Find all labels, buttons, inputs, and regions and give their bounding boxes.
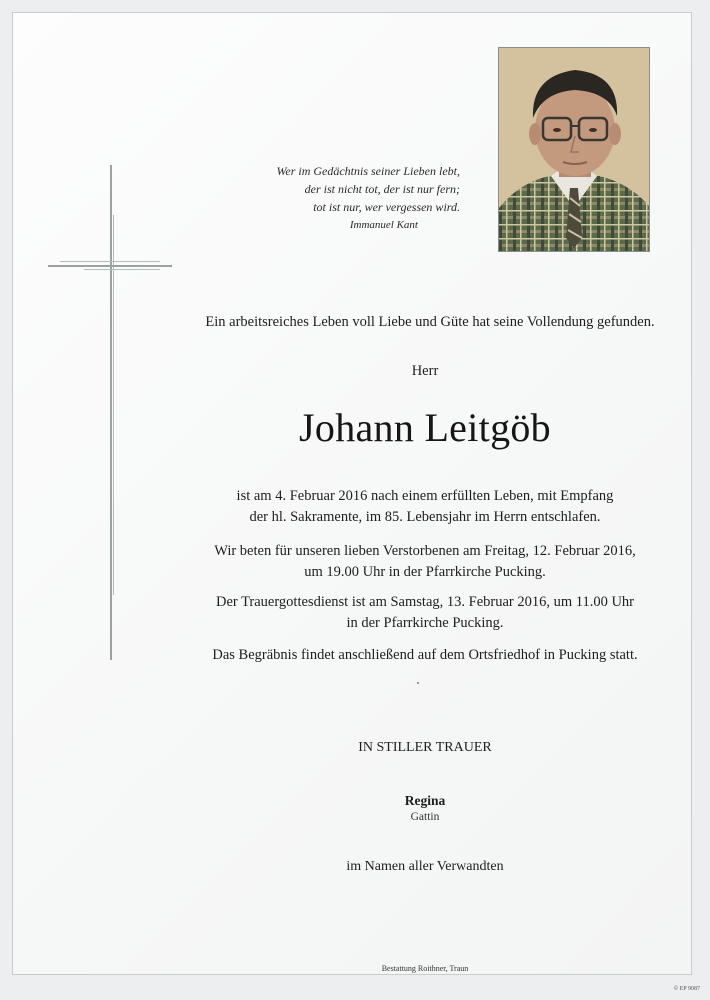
intro-text: Ein arbeitsreiches Leben voll Liebe und Güte hat seine Vollendung gefunden. [205,314,655,330]
mourning-heading: IN STILLER TRAUER [358,740,492,755]
cross-horizontal-line [48,265,172,267]
cross-horizontal-line-lower [84,269,160,270]
quote-line: der ist nicht tot, der ist nur fern; [304,182,460,196]
funeral-service-paragraph [175,592,675,634]
decorative-dot [417,682,419,684]
undertaker-credit: Bestattung Roithner, Traun [381,964,469,973]
paragraph-line: Wir beten für unseren lieben Verstorbenen am Freitag, 12. Februar 2016, [214,543,636,559]
print-code: © EP 9087 [673,986,700,992]
family-line: im Namen aller Verwandten [346,859,504,874]
quote-line: tot ist nur, wer vergessen wird. [313,200,460,214]
cross-vertical-line-inner [113,215,114,595]
paragraph-line: um 19.00 Uhr in der Pfarrkirche Pucking. [304,564,546,580]
quote-line: Wer im Gedächtnis seiner Lieben lebt, [276,164,460,178]
relative-role: Gattin [410,811,440,823]
paragraph-line: in der Pfarrkirche Pucking. [346,615,504,631]
cross-vertical-line [110,165,112,660]
quote-author: Immanuel Kant [349,219,418,231]
salutation: Herr [411,363,439,379]
relative-name: Regina [404,793,446,808]
deceased-name: Johann Leitgöb [299,405,551,450]
paragraph-line: ist am 4. Februar 2016 nach einem erfüllten Leben, mit Empfang [236,488,614,504]
cross-horizontal-line-upper [60,261,160,262]
death-notice-paragraph [175,486,675,528]
prayer-paragraph [175,541,675,583]
paragraph-line: Das Begräbnis findet anschließend auf dem Ortsfriedhof in Pucking statt. [212,647,638,663]
memorial-quote [200,162,460,216]
portrait-photo [498,47,650,252]
paragraph-line: Der Trauergottesdienst ist am Samstag, 13. Februar 2016, um 11.00 Uhr [215,594,635,610]
burial-paragraph [175,645,675,666]
portrait-illustration [499,48,649,251]
paragraph-line: der hl. Sakramente, im 85. Lebensjahr im Herrn entschlafen. [249,509,601,525]
